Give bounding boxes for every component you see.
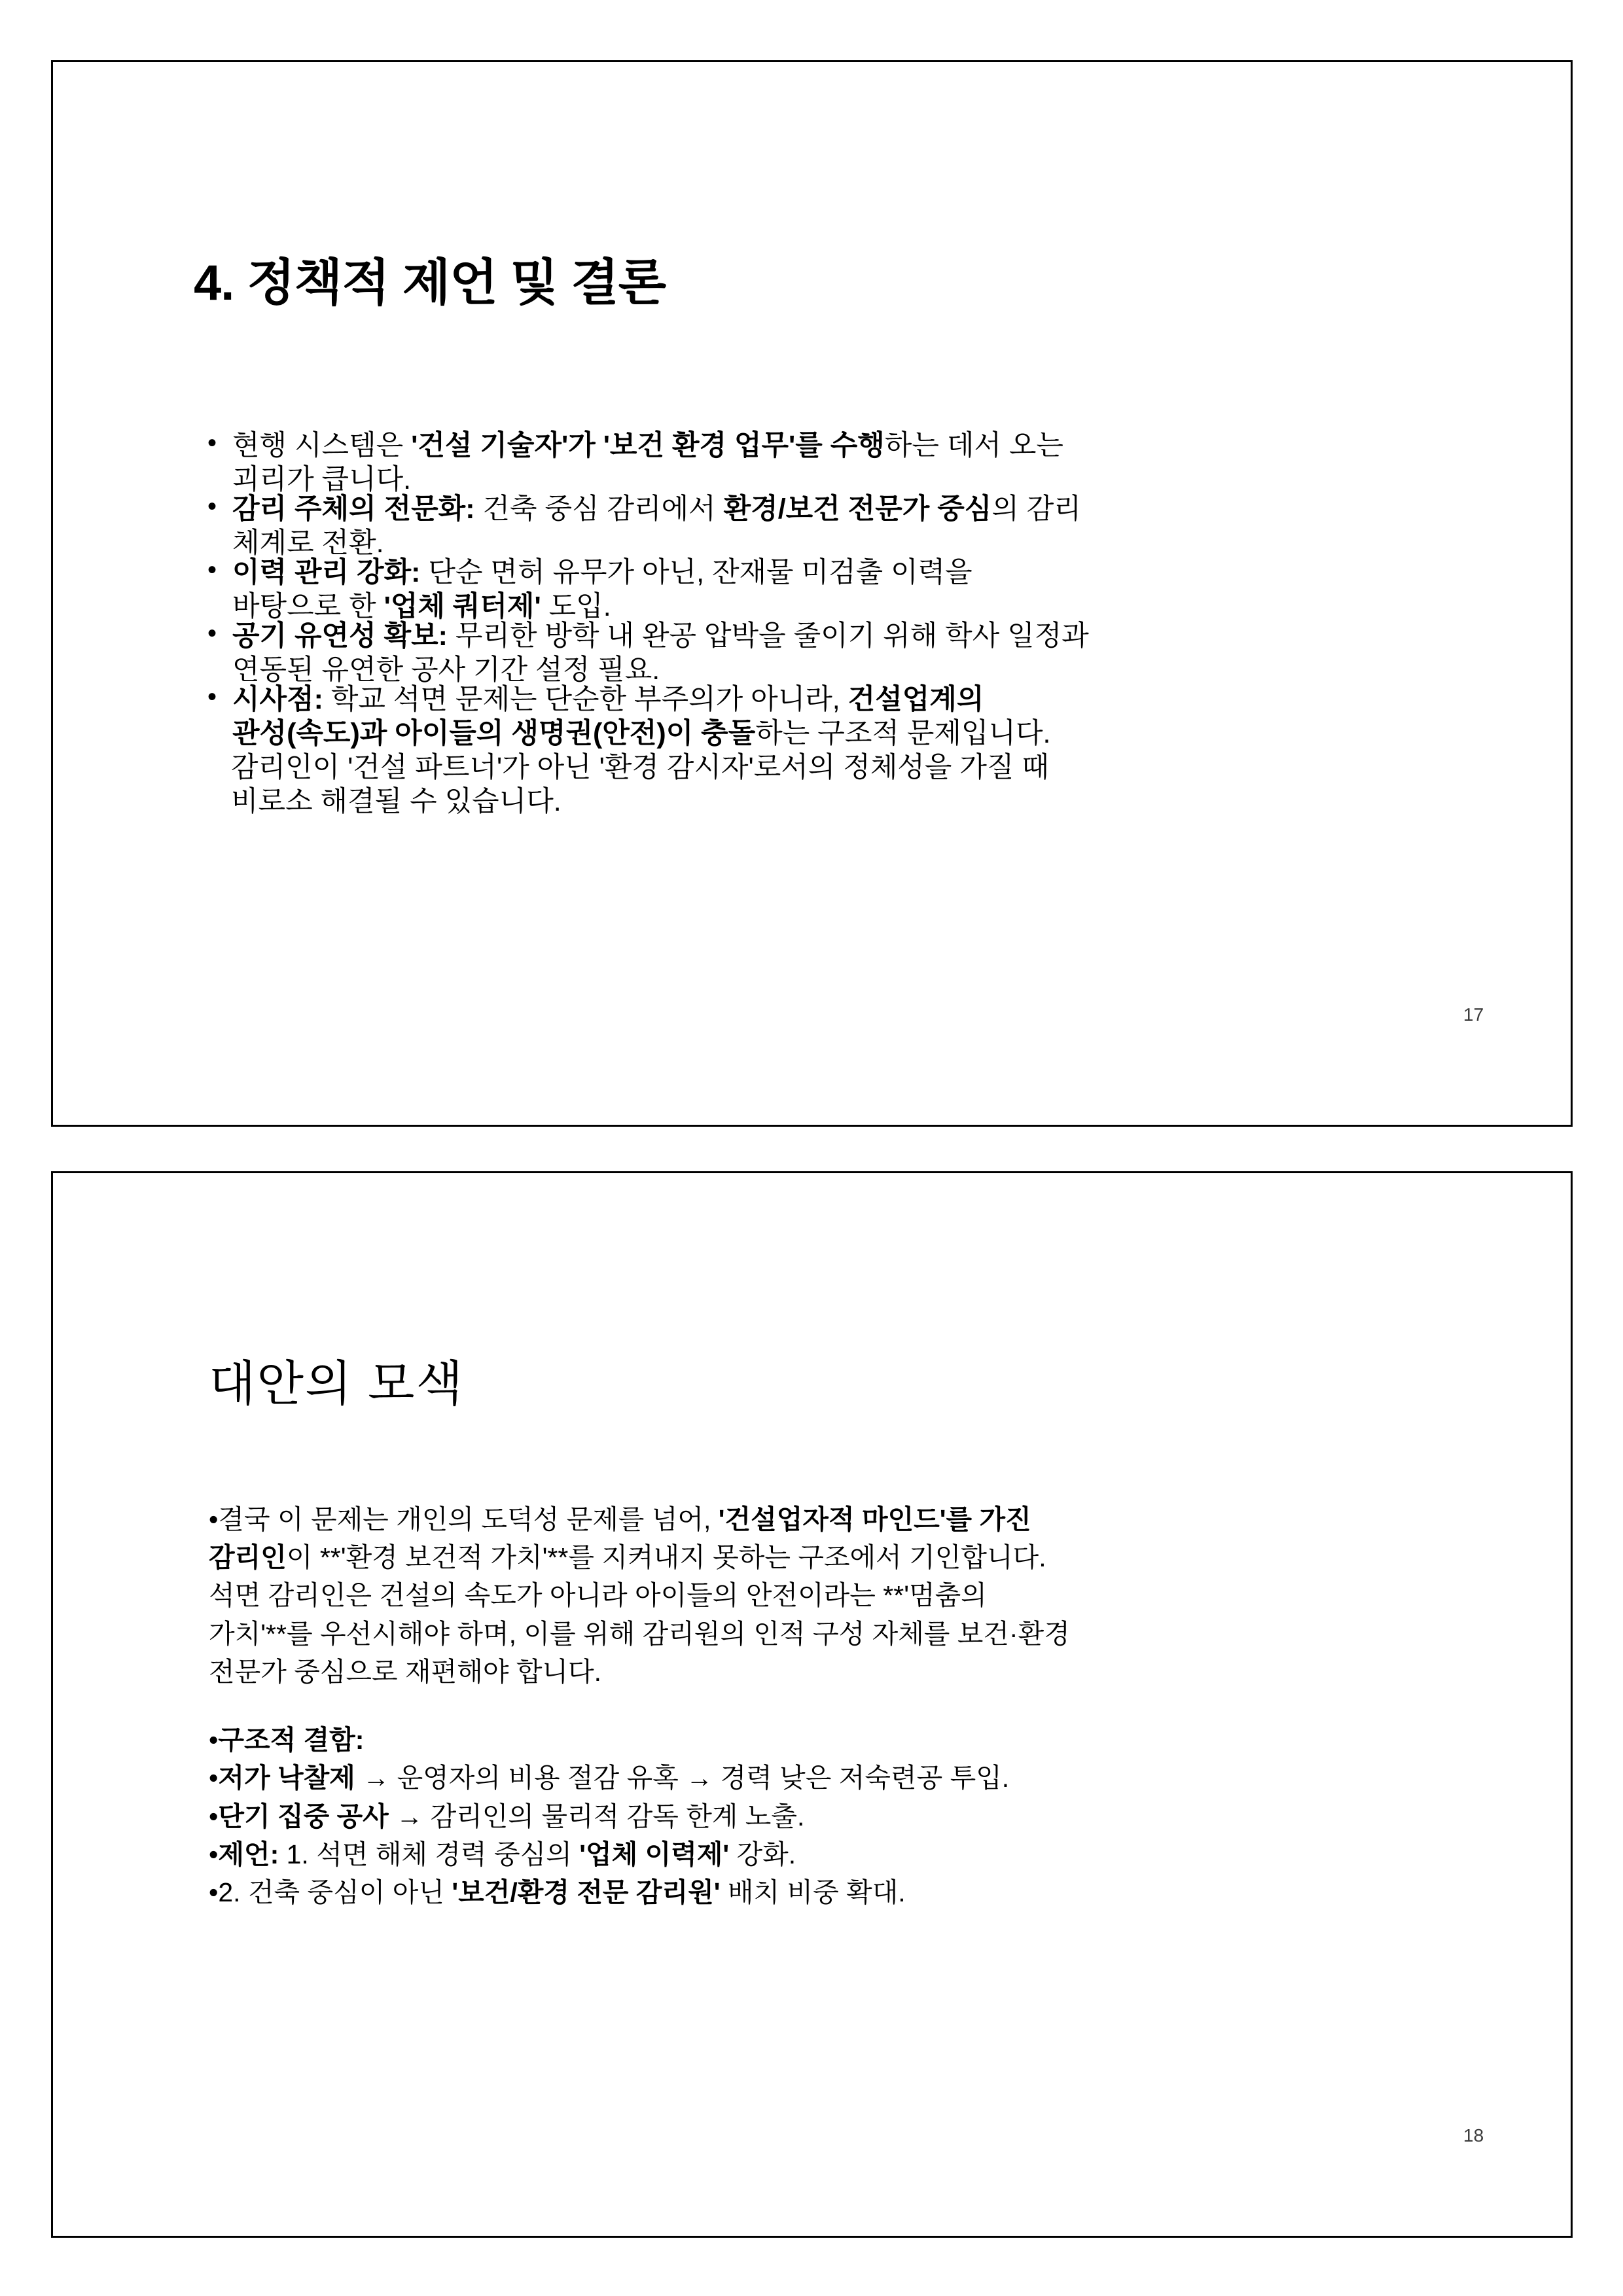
text-run: 바탕으로 한 [232,591,384,623]
text-run: 가치'**를 우선시해야 하며, 이를 위해 감리원의 인적 구성 자체를 보건·환경 [209,1618,1070,1649]
text-run: 전문가 중심으로 재편해야 합니다. [209,1656,602,1687]
slide-17-bullet [205,619,1474,688]
text-run: 2. 건축 중심이 아닌 [218,1877,452,1907]
text-run: 감리 주체의 전문화: [232,493,475,525]
bullet-line [232,682,1474,716]
paragraph-line [209,1615,1478,1653]
text-run: 현행 시스템은 [232,430,412,461]
text-run: • [209,1839,219,1869]
text-run: 저가 낙찰제 [218,1763,355,1793]
text-run: '건설업자적 마인드'를 가진 [718,1504,1031,1534]
text-run: 건축 중심 감리에서 [474,493,724,525]
bullet-line [232,619,1474,653]
slide-17 [51,60,1573,1127]
text-run: 단기 집중 공사 [218,1801,389,1831]
text-run: 단순 면허 유무가 아닌, 잔재물 미검출 이력을 [420,556,972,588]
text-run: 괴리가 큽니다. [232,464,412,496]
text-run: 도입. [541,591,611,623]
paragraph-line [209,1576,1478,1614]
slide-17-bullet [205,556,1474,624]
paragraph-line [209,1538,1478,1576]
list-item [209,1835,1478,1873]
text-run: 환경/보건 전문가 중심 [723,493,992,525]
text-run: → 감리인의 물리적 감독 한계 노출. [388,1801,805,1831]
list-item [209,1797,1478,1835]
text-run: 무리한 방학 내 완공 압박을 줄이기 위해 학사 일정과 [447,620,1089,652]
overlay-line [231,751,1474,785]
text-run: 배치 비중 확대. [720,1877,906,1907]
slide-18-paragraph [209,1500,1478,1691]
bullet-line [232,556,1474,590]
text-run: • [209,1763,219,1793]
slide-18-content [53,1173,1571,2236]
slide-17-page-number: 17 [1463,1004,1484,1025]
text-run: 연동된 유연한 공사 기간 설정 필요. [232,654,660,686]
text-run: • [209,1725,219,1756]
paragraph-line [209,1653,1478,1691]
text-run: '보건/환경 전문 감리원' [452,1877,721,1907]
text-run: 감리인이 '건설 파트너'가 아닌 '환경 감시자'로서의 정체성을 가질 때 [231,752,1049,783]
slide-18-list [209,1721,1478,1911]
text-run: 하는 구조적 문제입니다. [755,718,1051,750]
list-item [209,1759,1478,1797]
text-run: 구조적 결함: [218,1725,365,1756]
text-run: 체계로 전환. [232,527,384,559]
text-run: • [209,1801,219,1831]
text-run: 비로소 해결될 수 있습니다. [231,786,562,818]
bullet-line [232,492,1474,526]
text-run: '건설 기술자'가 '보건 환경 업무'를 수행 [411,430,885,461]
paragraph-line [209,1500,1478,1538]
text-run: 1. 석면 해체 경력 중심의 [279,1839,580,1869]
slide-17-bullet [205,682,1474,751]
slide-17-overlay-text [231,751,1474,819]
text-run: 하는 데서 오는 [884,430,1063,461]
text-run: 관성(속도)과 아이들의 생명권(안전)이 충돌 [232,718,756,750]
slide-18-title: 대안의 모색 [209,1356,464,1411]
slide-17-title: 4. 정책적 제언 및 결론 [194,255,666,311]
spacer [209,1691,1478,1721]
text-run: 학교 석면 문제는 단순한 부주의가 아니라, [323,683,848,715]
text-run: 시사점: [232,683,323,715]
bullet-line [232,429,1474,463]
text-run: → 운영자의 비용 절감 유혹 → 경력 낮은 저숙련공 투입. [355,1763,1010,1793]
text-run: 감리인 [209,1542,287,1573]
text-run: 제언: [218,1839,279,1869]
list-item [209,1873,1478,1911]
text-run: 이 **'환경 보건적 가치'**를 지켜내지 못하는 구조에서 기인합니다. [286,1542,1046,1573]
text-run: '업체 쿼터제' [383,591,541,623]
slide-18 [51,1171,1573,2238]
slide-17-bullet-list [205,429,1474,750]
text-run: 강화. [729,1839,796,1869]
text-run: 결국 이 문제는 개인의 도덕성 문제를 넘어, [218,1504,719,1534]
text-run: 석면 감리인은 건설의 속도가 아니라 아이들의 안전이라는 **'멈춤의 [209,1580,987,1611]
slide-18-page-number: 18 [1463,2125,1484,2146]
slide-17-content [53,62,1571,1125]
bullet-line [232,716,1474,751]
slide-18-body [209,1500,1478,1911]
overlay-line [231,785,1474,819]
slide-17-bullet [205,429,1474,497]
text-run: 공기 유연성 확보: [232,620,448,652]
list-item [209,1721,1478,1759]
text-run: '업체 이력제' [579,1839,730,1869]
text-run: 이력 관리 강화: [232,556,421,588]
text-run: 의 감리 [991,493,1081,525]
text-run: • [209,1877,219,1907]
slide-17-bullet [205,492,1474,561]
text-run: 건설업계의 [847,683,984,715]
text-run: • [209,1504,219,1534]
